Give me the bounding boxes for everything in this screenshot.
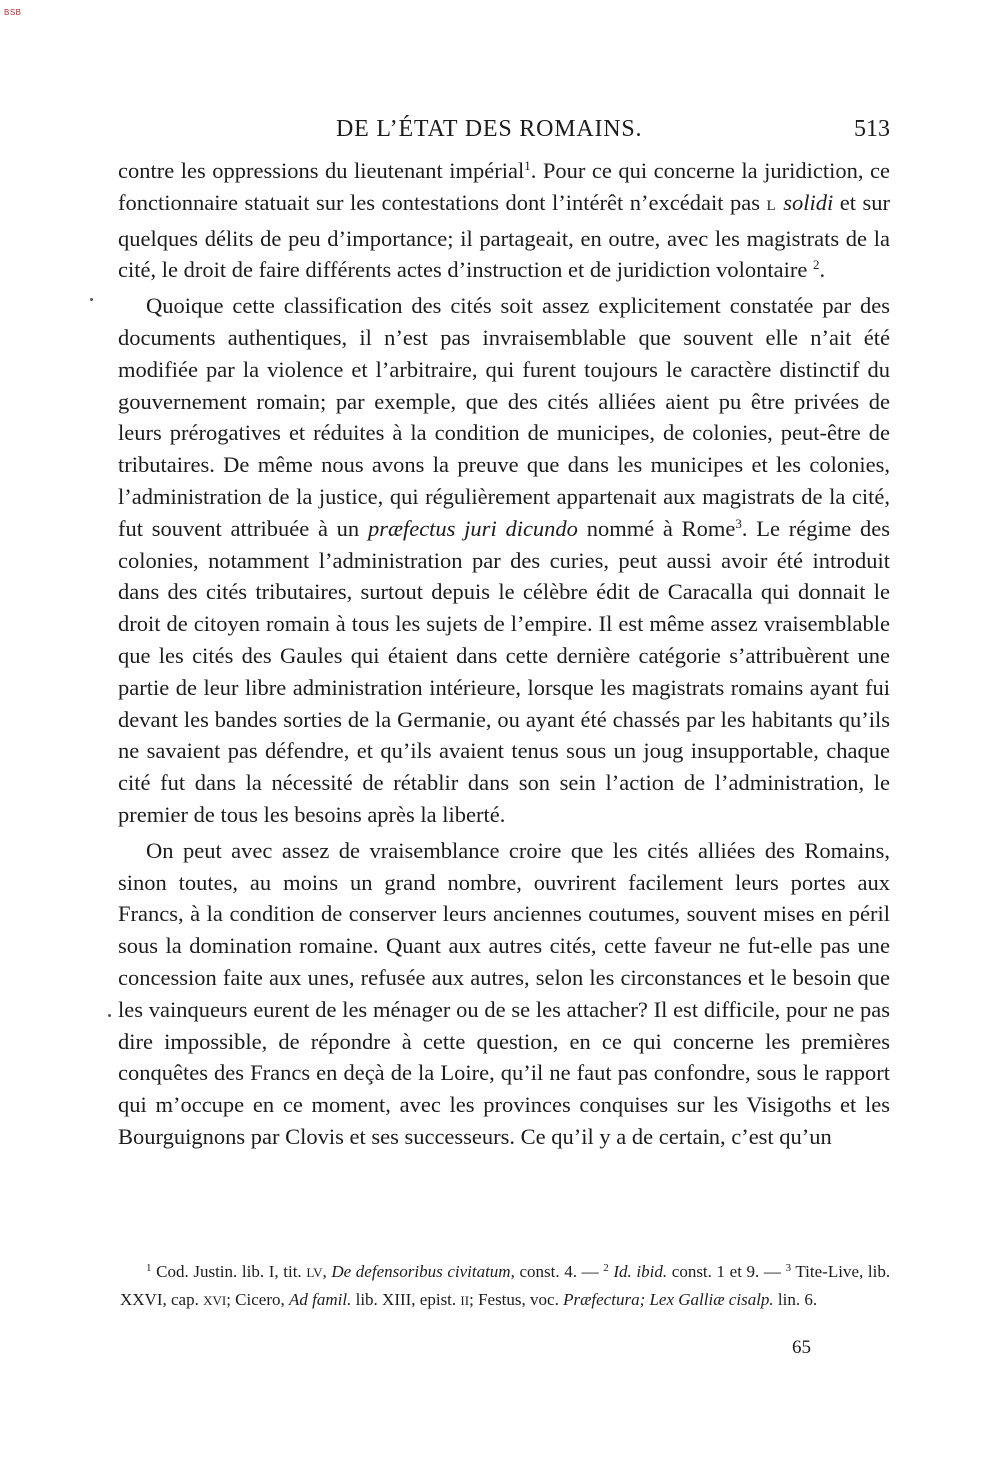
signature-mark: 65 xyxy=(792,1337,811,1358)
footnote-marker-2: 2 xyxy=(603,1262,609,1274)
footnote-3-text-e: lin. 6. xyxy=(773,1290,818,1309)
paragraph-3: On peut avec assez de vraisemblance croire que les cités alliées des Romains, sinon toutes, au moins un grand nombre, ouvrirent facilement leurs portes aux Francs, à la condition de conserver leurs anciennes coutumes, souvent mises en péril sous la domination romaine. Quant aux autres cités, cette faveur ne fut-elle pas une concession faite aux unes, refusée aux autres, selon les circonstances et le besoin que les vainqueurs eurent de les ménager ou de se les attacher? Il est difficile, pour ne pas dire impossible, de répondre à cette question, en ce qui concerne les premières conquêtes des Francs en deçà de la Loire, qu’il ne faut pas confondre, sous le rapport qui m’occupe en ce moment, avec les provinces conquises sur les Visigoths et les Bourguignons par Clovis et ses successeurs. Ce qu’il y a de certain, c’est qu’un xyxy=(118,837,890,1149)
footnote-3-roman-b: II xyxy=(460,1293,470,1308)
footnote-1-sep: , xyxy=(322,1262,332,1281)
paragraph-1-text-c: et sur quelques délits de peu d’importance; il partageait, en outre, avec les magistrats de la cité, le droit de faire différents actes d’instruction et de juridiction volontaire xyxy=(118,189,890,283)
paper-speck xyxy=(108,1014,111,1017)
footnote-ref-3: 3 xyxy=(735,515,742,531)
footnote-3-text-b: ; Cicero, xyxy=(226,1290,289,1309)
paragraph-2-text-b: nommé à Rome xyxy=(577,515,736,541)
footnote-3-text-c: lib. XIII, epist. xyxy=(351,1290,461,1309)
paragraph-1-text-a: contre les oppressions du lieutenant impérial xyxy=(118,158,525,183)
footnote-1-const: const. 4. — xyxy=(514,1262,604,1281)
footnote-1-title: De defensoribus civitatum, xyxy=(331,1262,515,1281)
footnote-2-text: const. 1 et 9. — xyxy=(667,1262,786,1281)
paragraph-2-text-c: . Le régime des colonies, notamment l’administration par des curies, peut aussi avoir été introduit dans des cités tributaires, surtout depuis le célèbre édit de Caracalla qui donnait le droit de citoyen romain à tous les sujets de l’empire. Il est même assez vraisemblable que les cités des Gaules qui étaient dans cette dernière catégorie s’attribuèrent une partie de leur libre administration intérieure, lorsque les magistrats romains ayant fui devant les bandes sorties de la Germanie, ou ayant été chassés par les habitants qu’ils ne savaient pas défendre, et qu’ils avaient tenus sous un joug insupportable, chaque cité fut dans la nécessité de rétablir dans son sein l’action de l’administration, le premier de tous les besoins après la liberté. xyxy=(118,515,890,827)
footnotes xyxy=(120,1258,890,1314)
footnote-3-text-d: ; Festus, voc. xyxy=(469,1290,564,1309)
paragraph-2-text-a: Quoique cette classification des cités soit assez explicitement constatée par des documents authentiques, il n’est pas invraisemblable que souvent elle n’ait été modifiée par la violence et l’arbitraire, qui furent toujours le caractère distinctif du gouvernement romain; par exemple, que des cités alliées aient pu être privées de leurs prérogatives et réduites à la condition de municipes, de colonies, peut-être de tributaires. De même nous avons la preuve que dans les municipes et les colonies, l’administration de la justice, qui régulièrement appartenait aux magistrats de la cité, fut souvent attribuée à un xyxy=(118,293,890,541)
footnote-2-ibid: Id. ibid. xyxy=(613,1262,668,1281)
page-number: 513 xyxy=(854,116,890,142)
library-watermark: BSB xyxy=(4,8,22,17)
footnote-ref-1: 1 xyxy=(524,158,531,173)
latin-term-solidi: solidi xyxy=(783,189,834,215)
paragraph-1 xyxy=(118,155,890,286)
page-header xyxy=(120,116,890,146)
footnote-1-roman: LV xyxy=(306,1265,323,1280)
paragraph-1-text-b: . Pour ce qui concerne la juridiction, ce fonctionnaire statuait sur les contestations dont l’intérêt n’excédait pas xyxy=(118,158,890,215)
footnote-1-text: Cod. Justin. lib. I, tit. xyxy=(151,1262,307,1281)
main-text xyxy=(118,155,890,1153)
footnote-marker-1: 1 xyxy=(146,1262,152,1274)
footnote-3-text-a: Tite-Live, lib. XXVI, cap. xyxy=(120,1262,891,1309)
footnote-3-praefectura: Præfectura; Lex Galliæ cisalp. xyxy=(563,1290,774,1309)
paragraph-1-end: . xyxy=(819,257,826,283)
footnote-3-ad-famil: Ad famil. xyxy=(289,1290,352,1309)
latin-term-praefectus: præfectus juri dicundo xyxy=(367,515,578,541)
footnote-ref-2: 2 xyxy=(812,257,820,273)
footnote-block xyxy=(120,1258,890,1314)
paper-speck xyxy=(90,298,93,301)
running-title: DE L’ÉTAT DES ROMAINS. xyxy=(336,116,643,142)
paragraph-2 xyxy=(118,290,890,831)
roman-numeral: L xyxy=(766,197,777,214)
footnote-marker-3: 3 xyxy=(785,1262,792,1274)
footnote-3-roman-a: XVI xyxy=(203,1293,227,1308)
